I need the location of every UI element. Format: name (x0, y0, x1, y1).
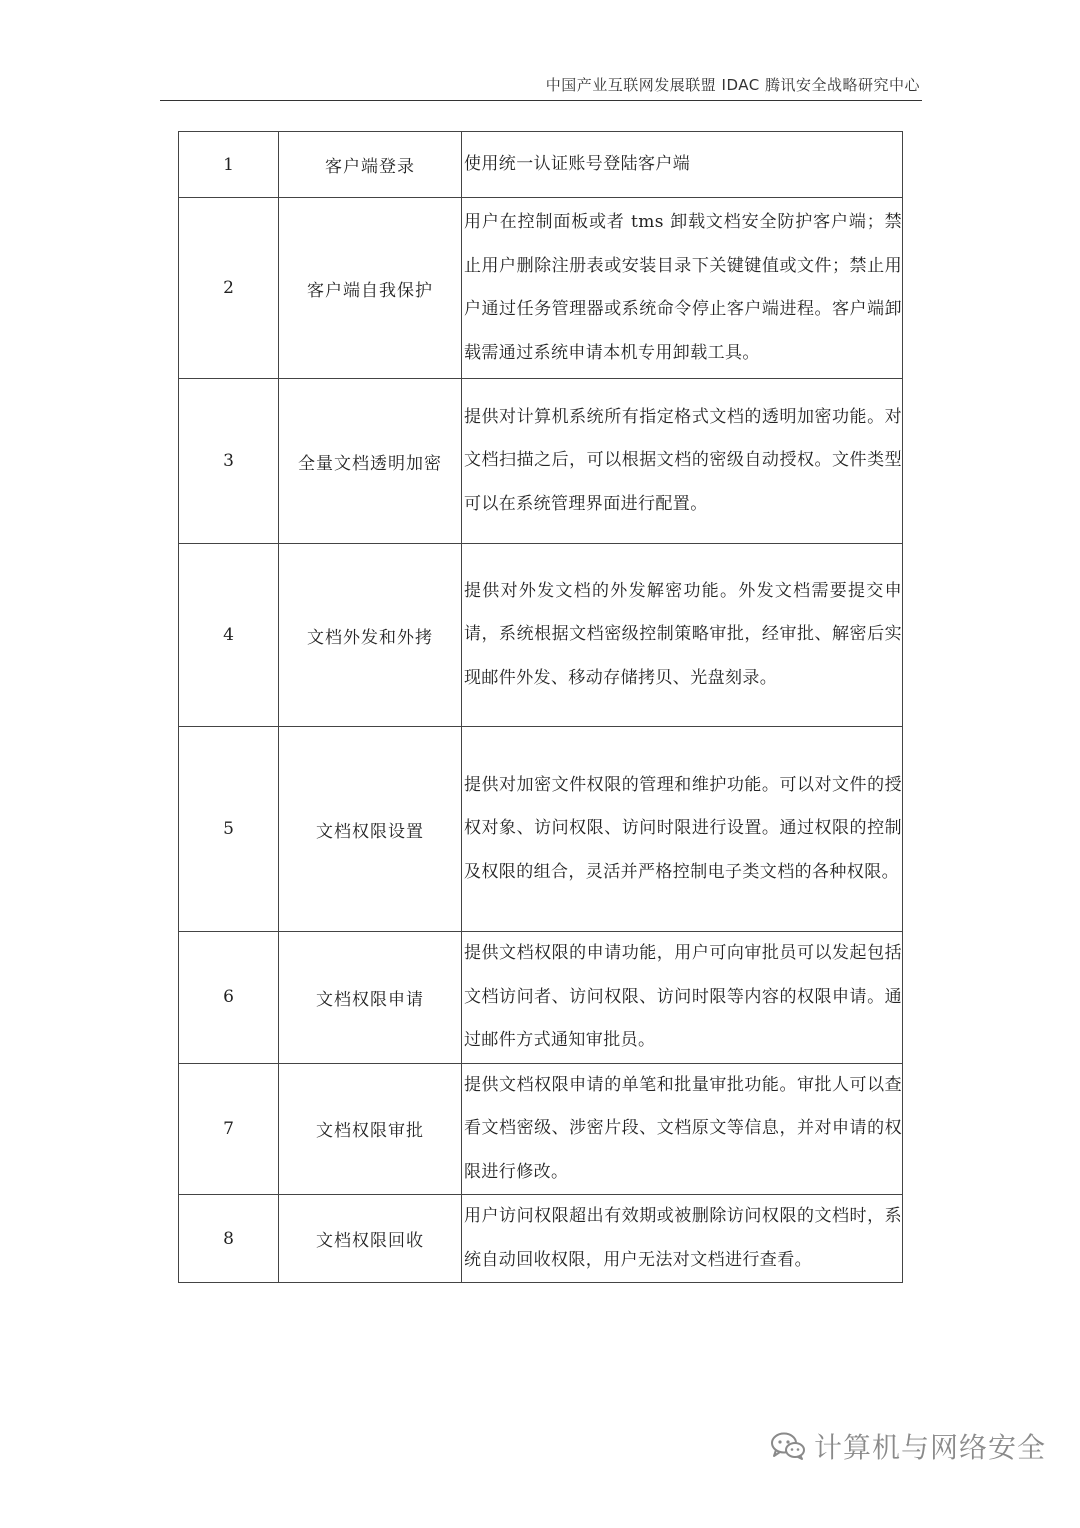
page-header: 中国产业互联网发展联盟 IDAC 腾讯安全战略研究中心 (545, 76, 920, 94)
feature-description: 使用统一认证账号登陆客户端 (462, 132, 903, 198)
table-row (179, 132, 903, 198)
table-row (179, 198, 903, 379)
row-number: 7 (179, 1063, 279, 1195)
watermark-text: 计算机与网络安全 (813, 1431, 1046, 1464)
row-number: 1 (179, 132, 279, 198)
feature-description: 提供对计算机系统所有指定格式文档的透明加密功能。对文档扫描之后，可以根据文档的密级自动授权。文件类型可以在系统管理界面进行配置。 (462, 379, 903, 544)
header-divider (160, 100, 922, 101)
row-number: 3 (179, 379, 279, 544)
watermark (770, 1426, 1046, 1466)
feature-description: 用户在控制面板或者 tms 卸载文档安全防护客户端；禁止用户删除注册表或安装目录下关键键值或文件；禁止用户通过任务管理器或系统命令停止客户端进程。客户端卸载需通过系统申请本机专用卸载工具。 (462, 198, 903, 379)
table-row (179, 1063, 903, 1195)
feature-name: 文档权限审批 (279, 1063, 462, 1195)
feature-name: 文档权限申请 (279, 932, 462, 1064)
feature-description: 用户访问权限超出有效期或被删除访问权限的文档时，系统自动回收权限，用户无法对文档进行查看。 (462, 1195, 903, 1283)
feature-name: 全量文档透明加密 (279, 379, 462, 544)
feature-name: 文档权限回收 (279, 1195, 462, 1283)
feature-name: 文档外发和外拷 (279, 544, 462, 727)
table-row (179, 379, 903, 544)
row-number: 2 (179, 198, 279, 379)
table-row (179, 1195, 903, 1283)
table-row (179, 544, 903, 727)
feature-description: 提供文档权限申请的单笔和批量审批功能。审批人可以查看文档密级、涉密片段、文档原文等信息，并对申请的权限进行修改。 (462, 1063, 903, 1195)
row-number: 8 (179, 1195, 279, 1283)
feature-description: 提供对加密文件权限的管理和维护功能。可以对文件的授权对象、访问权限、访问时限进行设置。通过权限的控制及权限的组合，灵活并严格控制电子类文档的各种权限。 (462, 727, 903, 932)
feature-description: 提供对外发文档的外发解密功能。外发文档需要提交申请，系统根据文档密级控制策略审批，经审批、解密后实现邮件外发、移动存储拷贝、光盘刻录。 (462, 544, 903, 727)
row-number: 5 (179, 727, 279, 932)
feature-name: 文档权限设置 (279, 727, 462, 932)
row-number: 4 (179, 544, 279, 727)
table-row (179, 727, 903, 932)
feature-name: 客户端自我保护 (279, 198, 462, 379)
feature-name: 客户端登录 (279, 132, 462, 198)
table-row (179, 932, 903, 1064)
feature-table (178, 131, 903, 1283)
row-number: 6 (179, 932, 279, 1064)
wechat-icon (770, 1431, 806, 1461)
feature-description: 提供文档权限的申请功能，用户可向审批员可以发起包括文档访问者、访问权限、访问时限等内容的权限申请。通过邮件方式通知审批员。 (462, 932, 903, 1064)
